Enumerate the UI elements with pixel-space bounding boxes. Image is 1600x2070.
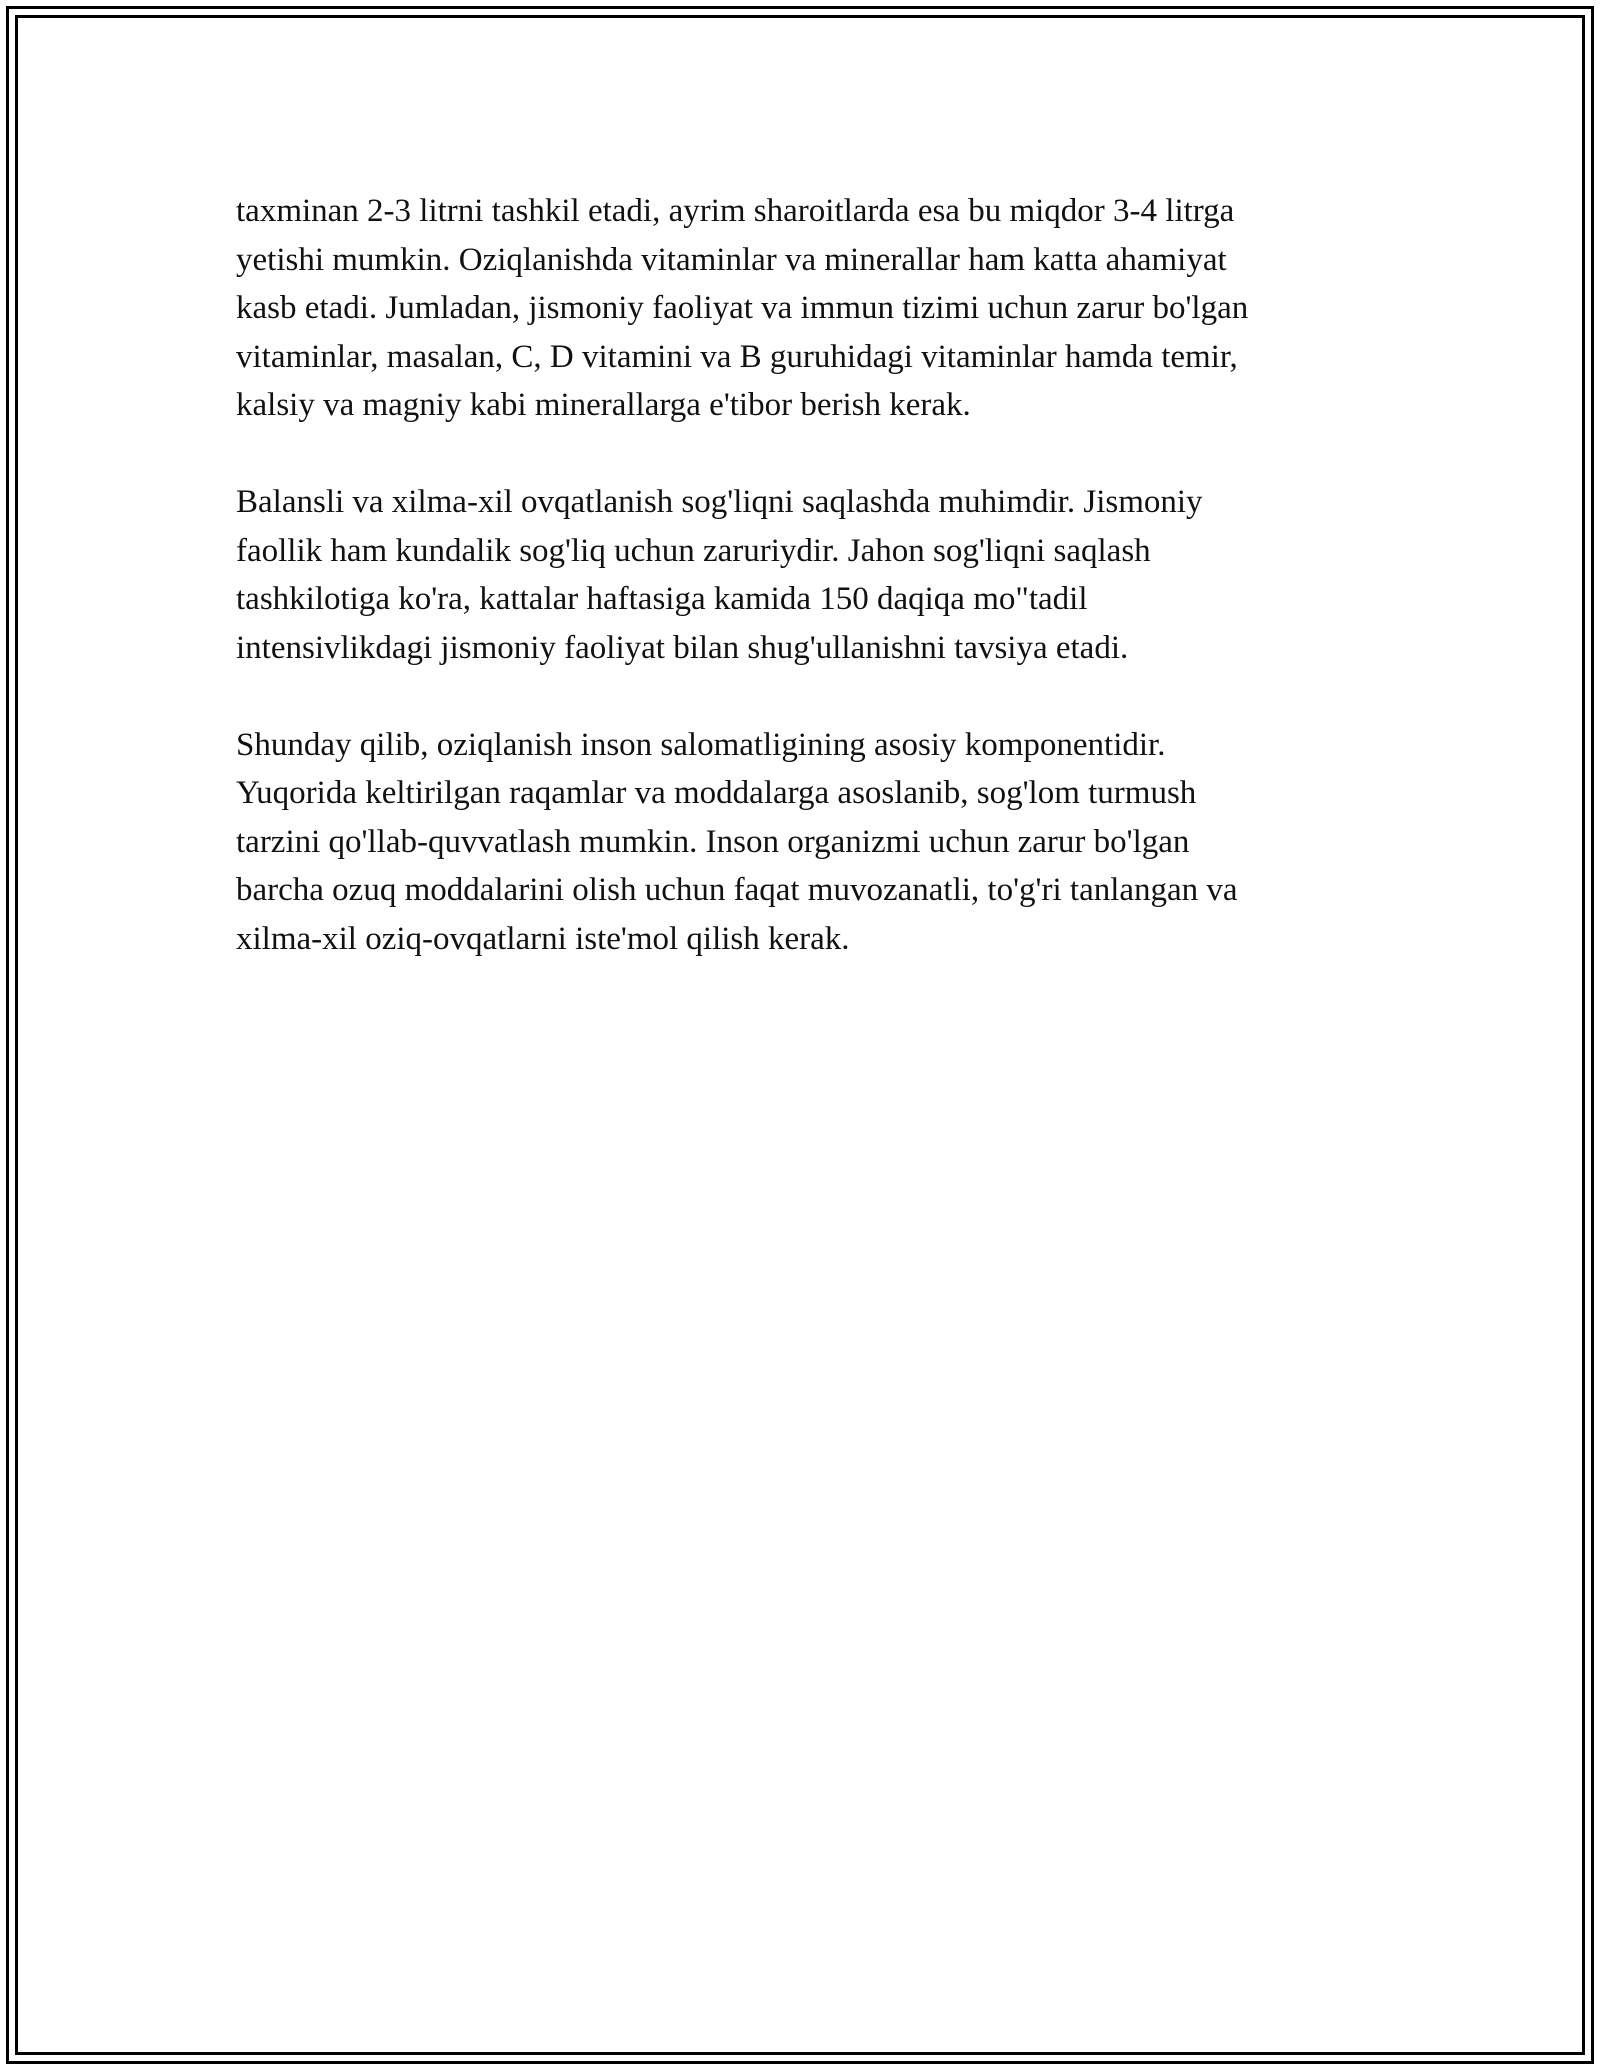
- document-body: [236, 187, 1376, 1012]
- paragraph-2: Balansli va xilma-xil ovqatlanish sog'liqni saqlashda muhimdir. Jismoniy faollik ham kundalik sog'liq uchun zaruriydir. Jahon sog'liqni saqlash tashkilotiga ko'ra, kattalar haftasiga kamida 150 daqiqa mo"tadil intensivlikdagi jismoniy faoliyat bilan shug'ullanishni tavsiya etadi.: [236, 484, 1203, 666]
- paragraph-3: Shunday qilib, oziqlanish inson salomatligining asosiy komponentidir. Yuqorida keltirilgan raqamlar va moddalarga asoslanib, sog'lom turmush tarzini qo'llab-quvvatlash mumkin. Inson organizmi uchun zarur bo'lgan barcha ozuq moddalarini olish uchun faqat muvozanatli, to'g'ri tanlangan va xilma-xil oziq-ovqatlarni iste'mol qilish kerak.: [236, 726, 1238, 957]
- paragraph-1: taxminan 2-3 litrni tashkil etadi, ayrim sharoitlarda esa bu miqdor 3-4 litrga yetishi mumkin. Oziqlanishda vitaminlar va minerallar ham katta ahamiyat kasb etadi. Jumladan, jismoniy faoliyat va immun tizimi uchun zarur bo'lgan vitaminlar, masalan, C, D vitamini va B guruhidagi vitaminlar hamda temir, kalsiy va magniy kabi minerallarga e'tibor berish kerak.: [236, 193, 1249, 423]
